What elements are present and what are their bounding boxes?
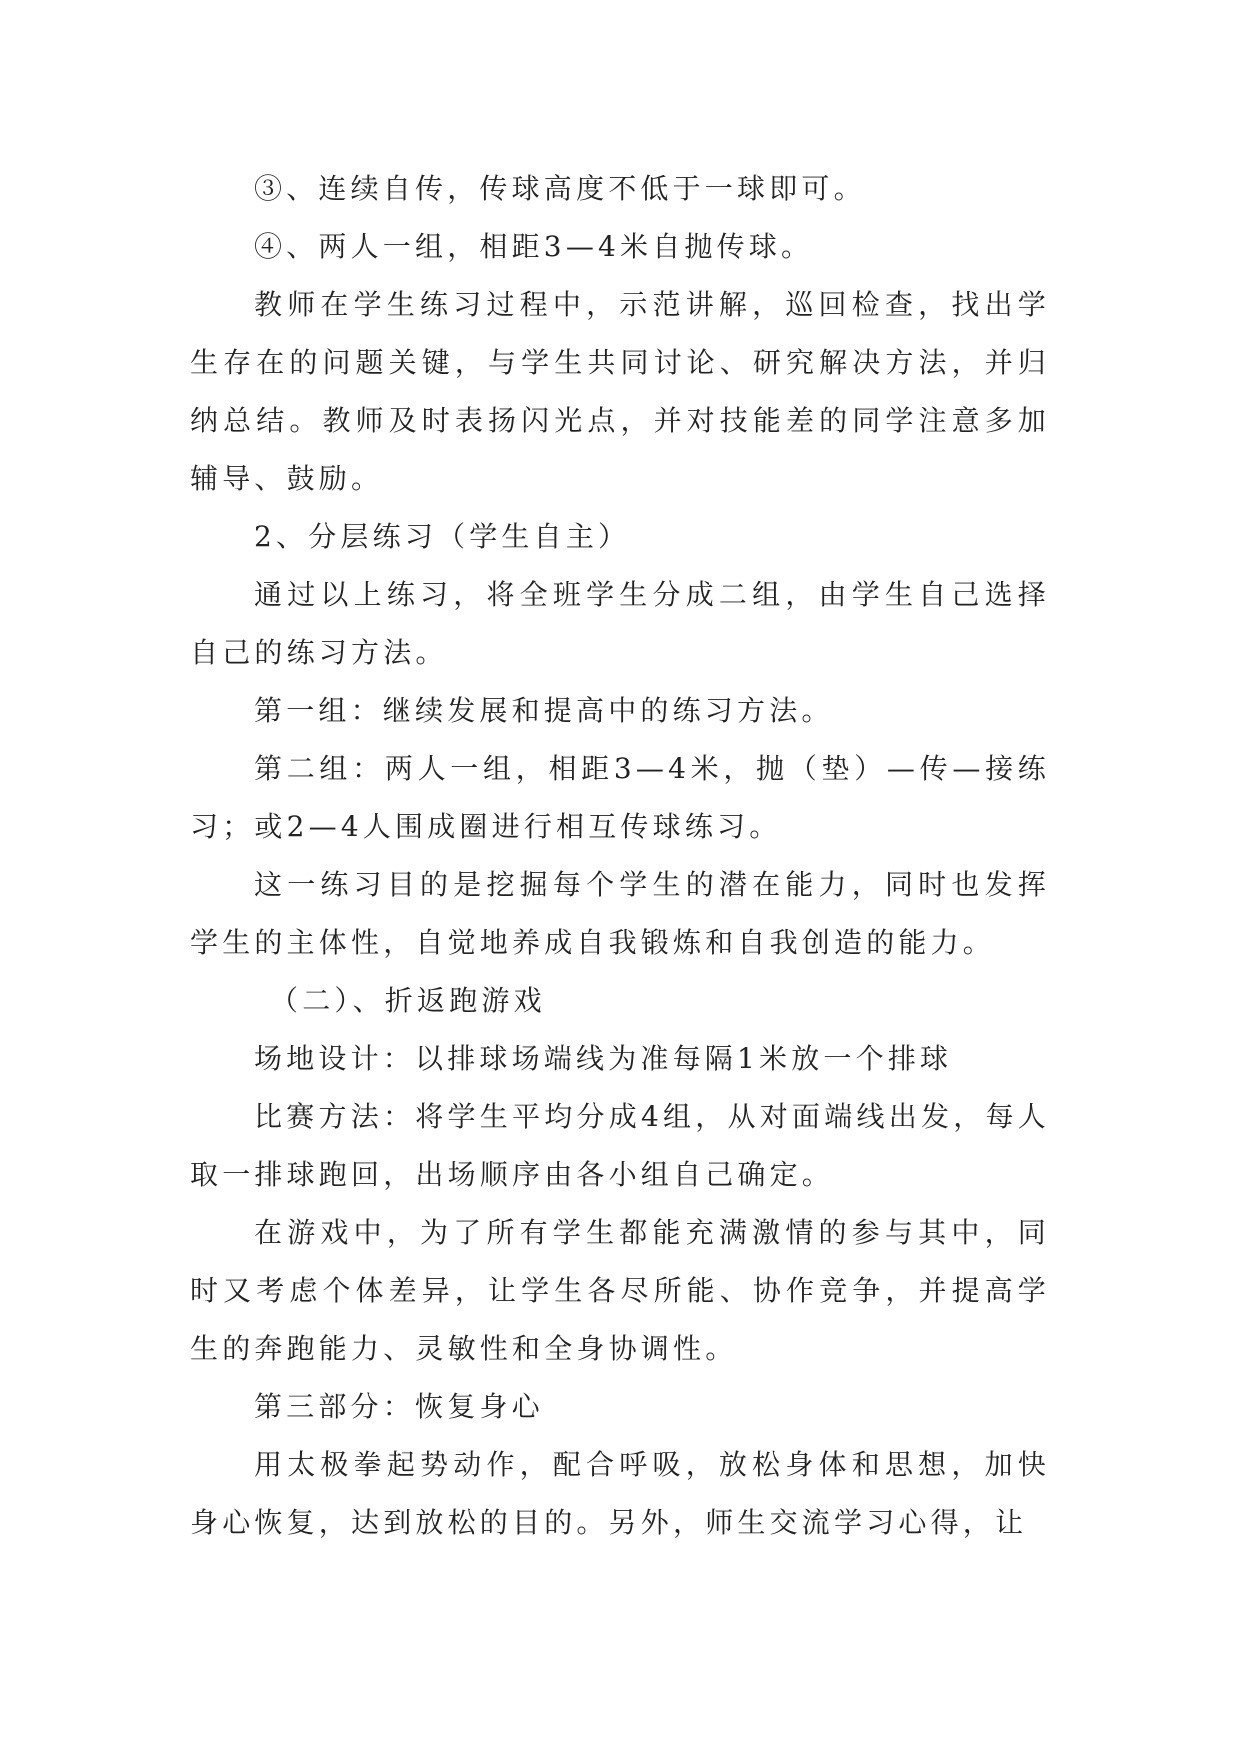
paragraph: 第一组：继续发展和提高中的练习方法。 xyxy=(254,694,834,727)
paragraph: 通过以上练习，将全班学生分成二组，由学生自己选择自己的练习方法。 xyxy=(190,578,1050,669)
section-heading: 2、分层练习（学生自主） xyxy=(254,520,631,553)
paragraph: 教师在学生练习过程中，示范讲解，巡回检查，找出学生存在的问题关键，与学生共同讨论、研究解决方法，并归纳总结。教师及时表扬闪光点，并对技能差的同学注意多加辅导、鼓励。 xyxy=(190,288,1050,495)
paragraph: 用太极拳起势动作，配合呼吸，放松身体和思想，加快身心恢复，达到放松的目的。另外，师生交流学习心得，让 xyxy=(190,1448,1050,1539)
paragraph: 场地设计：以排球场端线为准每隔1米放一个排球 xyxy=(254,1042,953,1075)
section-heading: 第三部分：恢复身心 xyxy=(254,1390,544,1423)
paragraph: 第二组：两人一组，相距3—4米，抛（垫）—传—接练习；或2—4人围成圈进行相互传球练习。 xyxy=(190,752,1050,843)
paragraph: 比赛方法：将学生平均分成4组，从对面端线出发，每人取一排球跑回，出场顺序由各小组自己确定。 xyxy=(190,1100,1050,1191)
paragraph: ③、连续自传，传球高度不低于一球即可。 xyxy=(254,172,866,205)
paragraph: 在游戏中，为了所有学生都能充满激情的参与其中，同时又考虑个体差异，让学生各尽所能、协作竞争，并提高学生的奔跑能力、灵敏性和全身协调性。 xyxy=(190,1216,1050,1365)
paragraph: 这一练习目的是挖掘每个学生的潜在能力，同时也发挥学生的主体性，自觉地养成自我锻炼和自我创造的能力。 xyxy=(190,868,1050,959)
section-heading: （二）、折返跑游戏 xyxy=(270,984,546,1017)
document-body xyxy=(190,160,1050,1552)
paragraph: ④、两人一组，相距3—4米自抛传球。 xyxy=(254,230,814,263)
